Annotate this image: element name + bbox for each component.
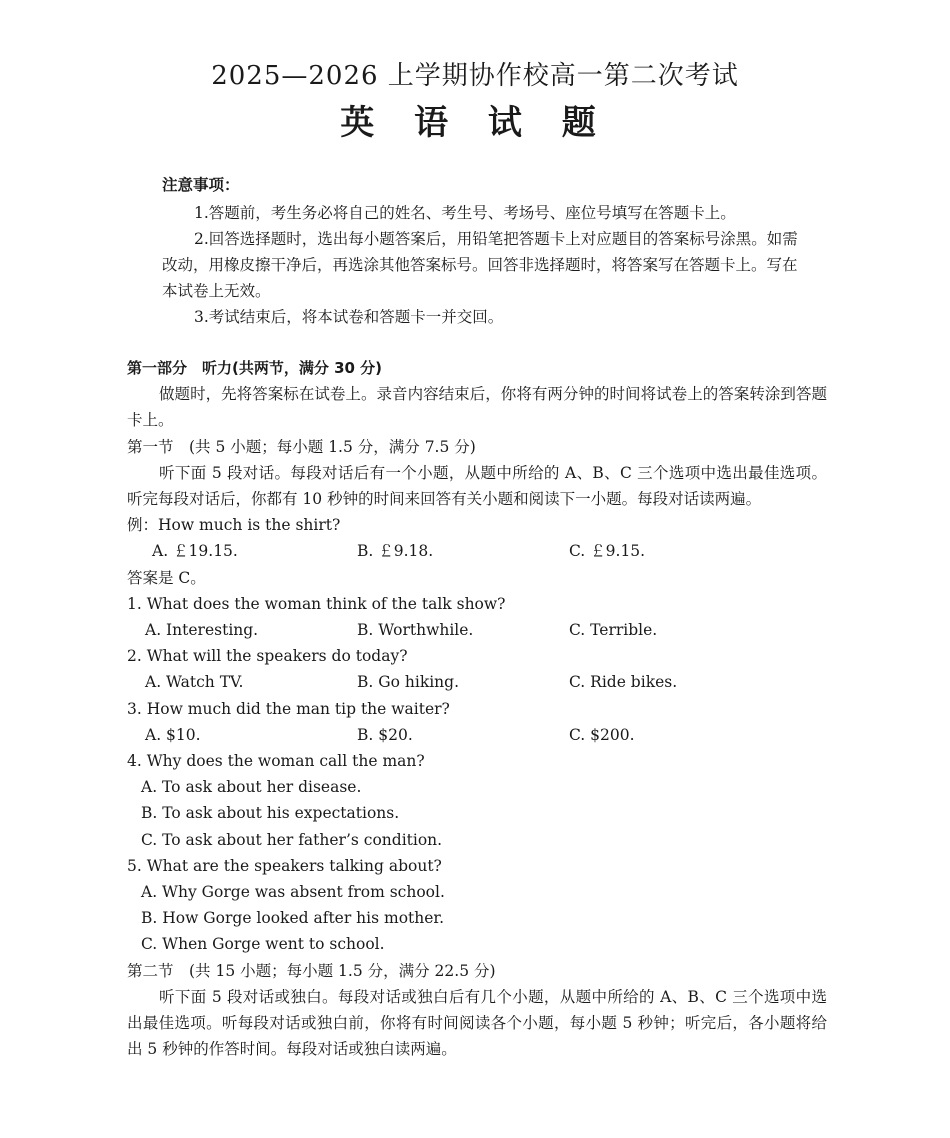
q5-option-a: A. Why Gorge was absent from school. [141, 883, 445, 902]
subject-title: 英 语 试 题 [340, 103, 610, 143]
q3-option-b: B. $20. [357, 725, 413, 744]
q2-option-c: C. Ride bikes. [569, 673, 678, 692]
q4-option-c: C. To ask about her father’s condition. [141, 830, 443, 849]
q4-option-a: A. To ask about her disease. [141, 778, 362, 797]
example-question: 例：How much is the shirt? [127, 516, 341, 535]
example-answer: 答案是 C。 [127, 568, 206, 587]
q1-option-b: B. Worthwhile. [357, 621, 474, 640]
question-2-options [127, 669, 827, 695]
part1-listening [127, 355, 827, 1062]
q5-option-b: B. How Gorge looked after his mother. [141, 909, 445, 928]
section1-instructions: 听下面 5 段对话。每段对话后有一个小题，从题中所给的 A、B、C 三个选项中选出最佳选项。听完每段对话后，你都有 10 秒钟的时间来回答有关小题和阅读下一小题。每段对话读两遍。 [127, 463, 827, 509]
notice-item-3: 3.考试结束后，将本试卷和答题卡一并交回。 [194, 308, 504, 326]
question-5: 5. What are the speakers talking about? [127, 856, 442, 875]
example-option-b: B. ￡9.18. [357, 542, 434, 561]
question-1: 1. What does the woman think of the talk show? [127, 594, 506, 613]
question-3: 3. How much did the man tip the waiter? [127, 699, 450, 718]
q1-option-a: A. Interesting. [145, 621, 259, 640]
example-option-c: C. ￡9.15. [569, 542, 646, 561]
q1-option-c: C. Terrible. [569, 621, 658, 640]
example-options [127, 538, 827, 564]
section1-title: 第一节 (共 5 小题；每小题 1.5 分，满分 7.5 分) [127, 437, 476, 456]
section2-instructions: 听下面 5 段对话或独白。每段对话或独白后有几个小题，从题中所给的 A、B、C 三个选项中选出最佳选项。听每段对话或独白前，你将有时间阅读各个小题，每小题 5 秒钟；听完后，各小题将给出 5 秒钟的作答时间。每段对话或独白读两遍。 [127, 987, 827, 1059]
question-2: 2. What will the speakers do today? [127, 647, 408, 666]
example-option-a: A. ￡19.15. [152, 542, 238, 561]
question-3-options [127, 722, 827, 748]
notice-item-1: 1.答题前，考生务必将自己的姓名、考生号、考场号、座位号填写在答题卡上。 [194, 204, 736, 222]
notice-item-2: 2.回答选择题时，选出每小题答案后，用铅笔把答题卡上对应题目的答案标号涂黑。如需改动，用橡皮擦干净后，再选涂其他答案标号。回答非选择题时，将答案写在答题卡上。写在本试卷上无效。 [162, 230, 798, 300]
question-4: 4. Why does the woman call the man? [127, 752, 425, 771]
part1-title: 第一部分 听力(共两节，满分 30 分) [127, 359, 383, 377]
q4-option-b: B. To ask about his expectations. [141, 804, 400, 823]
notice-heading: 注意事项： [162, 176, 240, 194]
q5-option-c: C. When Gorge went to school. [141, 935, 385, 954]
question-1-options [127, 617, 827, 643]
exam-title: 2025—2026 上学期协作校高一第二次考试 [211, 61, 739, 91]
notice-section [162, 172, 802, 330]
q3-option-a: A. $10. [145, 725, 201, 744]
q2-option-b: B. Go hiking. [357, 673, 460, 692]
q2-option-a: A. Watch TV. [145, 673, 244, 692]
q3-option-c: C. $200. [569, 725, 635, 744]
part1-intro: 做题时，先将答案标在试卷上。录音内容结束后，你将有两分钟的时间将试卷上的答案转涂到答题卡上。 [127, 385, 827, 430]
section2-title: 第二节 (共 15 小题；每小题 1.5 分，满分 22.5 分) [127, 961, 496, 980]
